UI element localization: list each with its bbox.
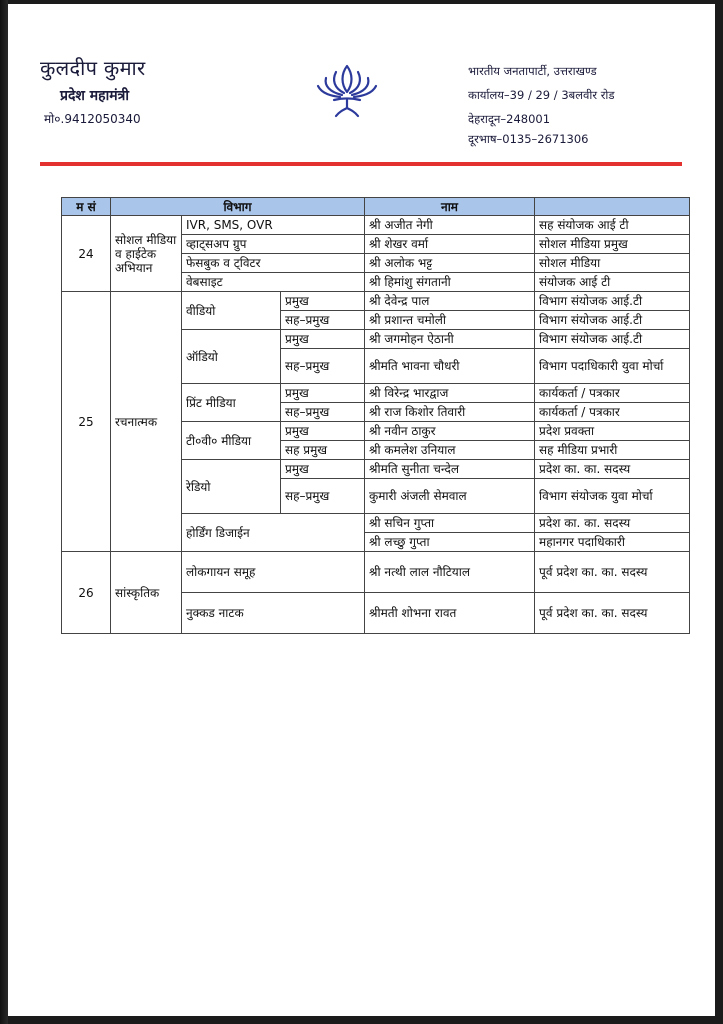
dept-25: रचनात्मक bbox=[111, 292, 182, 552]
table-row bbox=[62, 292, 690, 311]
post: विभाग संयोजक युवा मोर्चा bbox=[535, 479, 690, 514]
role: प्रमुख bbox=[281, 292, 365, 311]
sub-dept: ऑडियो bbox=[182, 330, 281, 384]
role: सह–प्रमुख bbox=[281, 311, 365, 330]
letterhead-role: प्रदेश महामंत्री bbox=[60, 88, 129, 104]
post: प्रदेश का. का. सदस्य bbox=[535, 514, 690, 533]
role: सह प्रमुख bbox=[281, 441, 365, 460]
person-name: श्री लच्छु गुप्ता bbox=[365, 533, 535, 552]
address-line-3: देहरादून–248001 bbox=[468, 112, 551, 126]
address-line-1: भारतीय जनतापार्टी, उत्तराखण्ड bbox=[468, 64, 597, 78]
letterhead-name: कुलदीप कुमार bbox=[40, 56, 146, 80]
person-name: श्रीमती शोभना रावत bbox=[365, 593, 535, 634]
serial-25: 25 bbox=[62, 292, 111, 552]
post: सह मीडिया प्रभारी bbox=[535, 441, 690, 460]
photo-edge bbox=[0, 0, 8, 1024]
post: महानगर पदाधिकारी bbox=[535, 533, 690, 552]
sub-dept: व्हाट्सअप ग्रुप bbox=[182, 235, 365, 254]
post: विभाग संयोजक आई.टी bbox=[535, 292, 690, 311]
post: प्रदेश प्रवक्ता bbox=[535, 422, 690, 441]
lotus-icon bbox=[314, 60, 380, 118]
post: पूर्व प्रदेश का. का. सदस्य bbox=[535, 552, 690, 593]
person-name: श्री नवीन ठाकुर bbox=[365, 422, 535, 441]
post: पूर्व प्रदेश का. का. सदस्य bbox=[535, 593, 690, 634]
person-name: श्री सचिन गुप्ता bbox=[365, 514, 535, 533]
post: संयोजक आई टी bbox=[535, 273, 690, 292]
person-name: श्री राज किशोर तिवारी bbox=[365, 403, 535, 422]
role: प्रमुख bbox=[281, 384, 365, 403]
col-post bbox=[535, 198, 690, 216]
post: कार्यकर्ता / पत्रकार bbox=[535, 403, 690, 422]
post: विभाग पदाधिकारी युवा मोर्चा bbox=[535, 349, 690, 384]
post: प्रदेश का. का. सदस्य bbox=[535, 460, 690, 479]
header-row bbox=[62, 198, 690, 216]
role: सह–प्रमुख bbox=[281, 403, 365, 422]
role: प्रमुख bbox=[281, 422, 365, 441]
post: सह संयोजक आई टी bbox=[535, 216, 690, 235]
sub-dept: प्रिंट मीडिया bbox=[182, 384, 281, 422]
sub-dept: नुक्कड नाटक bbox=[182, 593, 365, 634]
col-serial: म सं bbox=[62, 198, 111, 216]
person-name: श्री अलोक भट्ट bbox=[365, 254, 535, 273]
sub-dept: लोकगायन समूह bbox=[182, 552, 365, 593]
person-name: श्री देवेन्द्र पाल bbox=[365, 292, 535, 311]
sub-dept: रेडियो bbox=[182, 460, 281, 514]
person-name: श्रीमति भावना चौधरी bbox=[365, 349, 535, 384]
letterhead-mobile: मो०.9412050340 bbox=[44, 112, 141, 126]
person-name: श्री कमलेश उनियाल bbox=[365, 441, 535, 460]
sub-dept: वेबसाइट bbox=[182, 273, 365, 292]
sub-dept: टी०वी० मीडिया bbox=[182, 422, 281, 460]
address-line-4: दूरभाष–0135–2671306 bbox=[468, 132, 589, 146]
table-row bbox=[62, 552, 690, 593]
sub-dept: फेसबुक व ट्विटर bbox=[182, 254, 365, 273]
post: सोशल मीडिया bbox=[535, 254, 690, 273]
sub-dept: IVR, SMS, OVR bbox=[182, 216, 365, 235]
address-line-2: कार्यालय–39 / 29 / 3बलवीर रोड bbox=[468, 88, 615, 102]
dept-26: सांस्कृतिक bbox=[111, 552, 182, 634]
serial-24: 24 bbox=[62, 216, 111, 292]
table-row bbox=[62, 216, 690, 235]
person-name: श्री नत्थी लाल नौटियाल bbox=[365, 552, 535, 593]
person-name: श्री अजीत नेगी bbox=[365, 216, 535, 235]
assignment-table bbox=[61, 197, 690, 634]
post: कार्यकर्ता / पत्रकार bbox=[535, 384, 690, 403]
post: सोशल मीडिया प्रमुख bbox=[535, 235, 690, 254]
sub-dept: वीडियो bbox=[182, 292, 281, 330]
role: सह–प्रमुख bbox=[281, 349, 365, 384]
person-name: श्री जगमोहन ऐठानी bbox=[365, 330, 535, 349]
sub-dept: होर्डिंग डिजाईन bbox=[182, 514, 365, 552]
person-name: श्री प्रशान्त चमोली bbox=[365, 311, 535, 330]
col-department: विभाग bbox=[111, 198, 365, 216]
post: विभाग संयोजक आई.टी bbox=[535, 311, 690, 330]
col-name: नाम bbox=[365, 198, 535, 216]
role: प्रमुख bbox=[281, 330, 365, 349]
person-name: श्री शेखर वर्मा bbox=[365, 235, 535, 254]
role: सह–प्रमुख bbox=[281, 479, 365, 514]
dept-24: सोशल मीडिया व हाईटेक अभियान bbox=[111, 216, 182, 292]
person-name: श्रीमति सुनीता चन्देल bbox=[365, 460, 535, 479]
post: विभाग संयोजक आई.टी bbox=[535, 330, 690, 349]
letter-page bbox=[8, 4, 715, 1016]
person-name: श्री हिमांशु संगतानी bbox=[365, 273, 535, 292]
person-name: कुमारी अंजली सेमवाल bbox=[365, 479, 535, 514]
serial-26: 26 bbox=[62, 552, 111, 634]
role: प्रमुख bbox=[281, 460, 365, 479]
person-name: श्री विरेन्द्र भारद्वाज bbox=[365, 384, 535, 403]
header-rule bbox=[40, 162, 682, 166]
